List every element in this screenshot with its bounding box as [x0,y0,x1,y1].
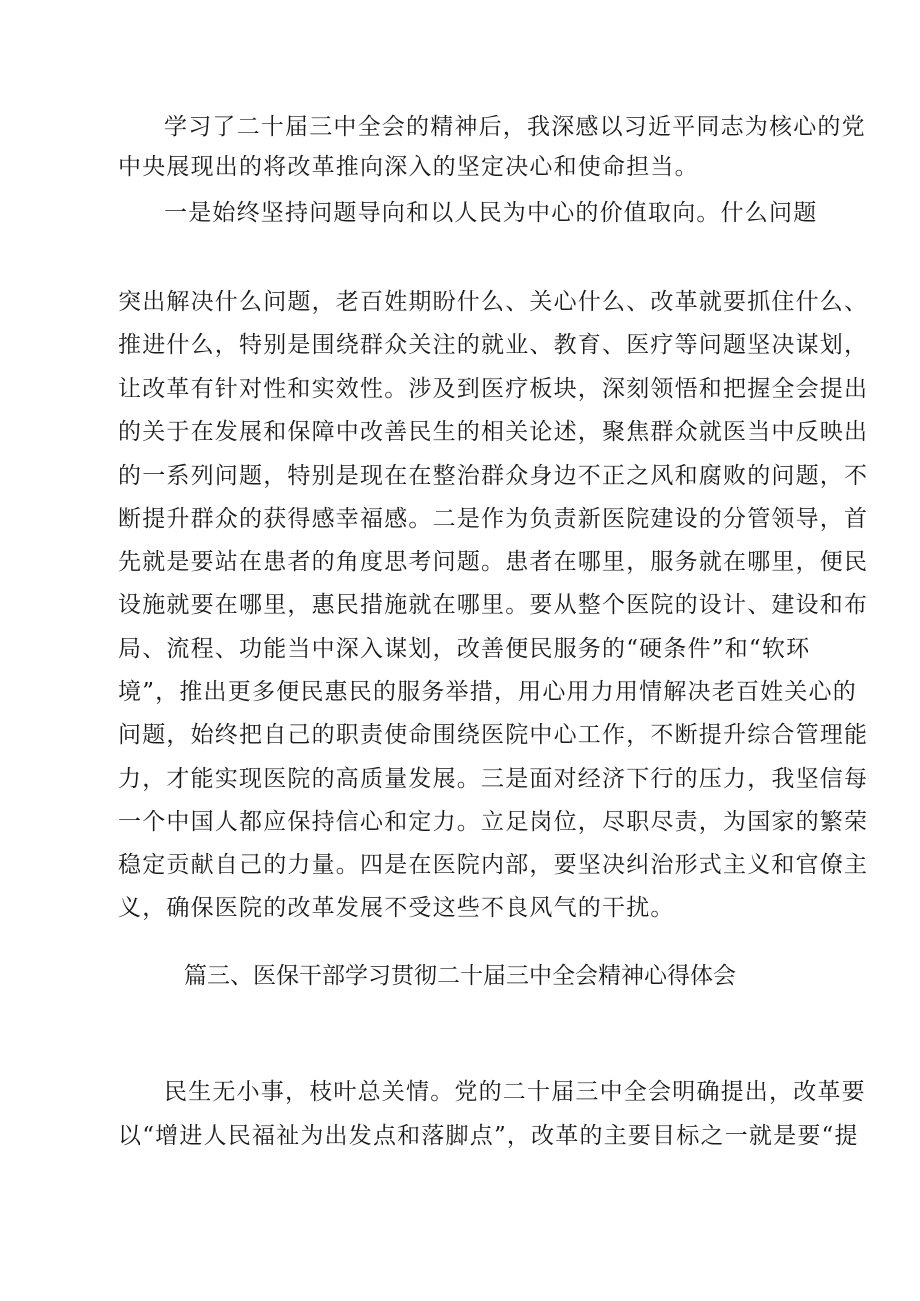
paragraph-line: 学习了二十届三中全会的精神后，我深感以习近平同志为核心的党 [164,114,866,140]
paragraph-line: 一个中国人都应保持信心和定力。立足岗位，尽职尽责，为国家的繁荣 [118,809,869,835]
paragraph-line: 局、流程、功能当中深入谋划，改善便民服务的“硬条件”和“软环 [118,636,811,662]
paragraph-line: 问题，始终把自己的职责使命围绕医院中心工作，不断提升综合管理能 [118,722,869,748]
paragraph-line: 稳定贡献自己的力量。四是在医院内部，要坚决纠治形式主义和官僚主 [118,852,869,878]
paragraph-line: 民生无小事，枝叶总关情。党的二十届三中全会明确提出，改革要 [164,1079,866,1105]
paragraph-line: 境”，推出更多便民惠民的服务举措，用心用力用情解决老百姓关心的 [118,679,857,705]
paragraph-line: 的关于在发展和保障中改善民生的相关论述，聚焦群众就医当中反映出 [118,419,869,445]
paragraph-line: 先就是要站在患者的角度思考问题。患者在哪里，服务就在哪里，便民 [118,549,869,575]
paragraph-line: 义，确保医院的改革发展不受这些不良风气的干扰。 [118,895,675,921]
paragraph-line: 以“增进人民福祉为出发点和落脚点”，改革的主要目标之一就是要“提 [118,1123,859,1149]
paragraph-line: 设施就要在哪里，惠民措施就在哪里。要从整个医院的设计、建设和布 [118,592,869,618]
paragraph-line: 断提升群众的获得感幸福感。二是作为负责新医院建设的分管领导，首 [118,506,869,532]
section-heading: 篇三、医保干部学习贯彻二十届三中全会精神心得体会 [184,963,736,989]
paragraph-line: 突出解决什么问题，老百姓期盼什么、关心什么、改革就要抓住什么、 [118,289,869,315]
paragraph-line: 一是始终坚持问题导向和以人民为中心的价值取向。什么问题 [164,200,818,226]
paragraph-line: 推进什么，特别是围绕群众关注的就业、教育、医疗等问题坚决谋划， [118,332,869,358]
paragraph-line: 力，才能实现医院的高质量发展。三是面对经济下行的压力，我坚信每 [118,766,869,792]
paragraph-line: 的一系列问题，特别是现在在整治群众身边不正之风和腐败的问题，不 [118,463,869,489]
paragraph-line: 让改革有针对性和实效性。涉及到医疗板块，深刻领悟和把握全会提出 [118,376,869,402]
paragraph-line: 中央展现出的将改革推向深入的坚定决心和使命担当。 [118,154,699,180]
